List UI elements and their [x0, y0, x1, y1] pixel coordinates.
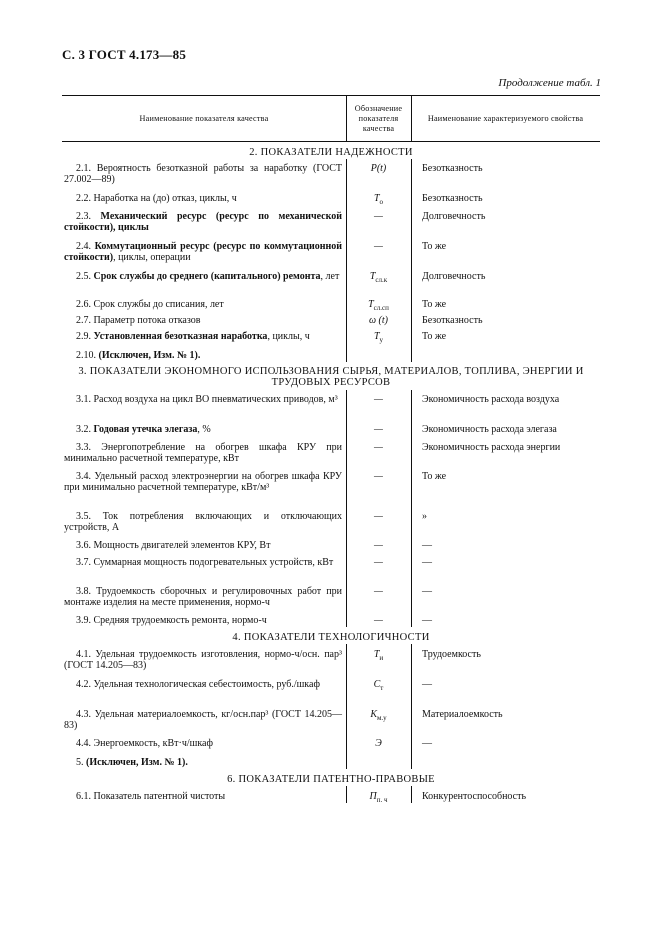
indicator-name: Энергоемкость, кВт·ч/шкаф	[93, 738, 213, 749]
indicator-number: 3.6.	[76, 540, 91, 551]
table-row	[62, 394, 600, 418]
property-cell: Конкурентоспособность	[422, 791, 527, 802]
column-divider	[346, 505, 347, 535]
indicator-name-bold: Установленная безотказная наработка	[93, 331, 268, 342]
symbol-text: —	[374, 211, 383, 222]
indicator-symbol	[346, 241, 411, 252]
indicator-name: , %	[197, 424, 211, 435]
column-divider	[411, 750, 412, 769]
property-cell: Трудоемкость	[422, 649, 481, 660]
table-row	[62, 757, 600, 769]
quality-indicators-table	[62, 95, 600, 803]
symbol-text: T	[369, 271, 376, 282]
property-cell: —	[422, 679, 432, 690]
symbol-text: —	[374, 586, 383, 597]
symbol-subscript: у	[379, 336, 384, 344]
column-divider	[411, 343, 412, 362]
column-divider	[411, 703, 412, 733]
indicator-name: Показатель патентной чистоты	[93, 791, 226, 802]
symbol-text: —	[374, 394, 383, 405]
property-cell: То же	[422, 471, 447, 482]
indicator-symbol	[346, 709, 411, 724]
indicator-name-bold: Механический ресурс (ресурс по механической стойкости), циклы	[64, 211, 343, 233]
column-divider	[411, 733, 412, 750]
symbol-text: K	[370, 709, 377, 720]
column-divider	[346, 535, 347, 552]
table-row	[62, 586, 600, 610]
table-row	[62, 557, 600, 581]
section-heading: 2. ПОКАЗАТЕЛИ НАДЕЖНОСТИ	[249, 147, 413, 158]
indicator-name: , циклы, ч	[267, 331, 310, 342]
column-divider	[346, 265, 347, 295]
column-divider	[411, 159, 412, 187]
indicator-name-cell	[62, 442, 346, 464]
indicator-number: 3.4.	[76, 471, 91, 482]
column-divider	[346, 96, 347, 141]
indicator-name: Удельный расход электроэнергии на обогрев шкафа КРУ при минимально расчетной температуре, кВт/м³	[64, 471, 343, 493]
indicator-name-cell	[62, 331, 346, 342]
indicator-name-cell	[62, 241, 346, 263]
indicator-number: 2.6.	[76, 299, 91, 310]
column-divider	[411, 265, 412, 295]
column-divider	[346, 581, 347, 610]
table-row	[62, 540, 600, 552]
indicator-name-cell	[62, 350, 346, 361]
property-cell: Экономичность расхода воздуха	[422, 394, 560, 405]
indicator-name-bold: Коммутационный ресурс (ресурс по коммутационной стойкости)	[64, 241, 342, 263]
indicator-name-cell	[62, 315, 346, 326]
table-row	[62, 271, 600, 295]
indicator-number: 4.4.	[76, 738, 91, 749]
symbol-subscript: и	[379, 654, 384, 662]
indicator-number: 3.5.	[76, 511, 91, 522]
symbol-text: —	[374, 615, 383, 626]
indicator-symbol	[346, 193, 411, 208]
property-cell: То же	[422, 331, 447, 342]
indicator-symbol	[346, 315, 411, 326]
table-row	[62, 315, 600, 327]
indicator-number: 4.1.	[76, 649, 91, 660]
indicator-number: 2.4.	[76, 241, 91, 252]
indicator-name: , лет	[320, 271, 340, 282]
column-divider	[411, 235, 412, 265]
indicator-name-bold: (Исключен, Изм. № 1).	[86, 757, 188, 768]
table-row	[62, 791, 600, 803]
column-header-symbol: Обозначение показателя качества	[354, 103, 403, 133]
indicator-name-cell	[62, 271, 346, 282]
column-divider	[411, 205, 412, 235]
indicator-name-cell	[62, 709, 346, 731]
symbol-text: —	[374, 471, 383, 482]
column-divider	[411, 610, 412, 627]
property-cell: —	[422, 557, 432, 568]
symbol-text: T	[373, 649, 380, 660]
column-divider	[411, 673, 412, 703]
indicator-symbol	[346, 394, 411, 405]
indicator-number: 2.2.	[76, 193, 91, 204]
indicator-symbol	[346, 679, 411, 694]
indicator-number: 3.7.	[76, 557, 91, 568]
indicator-name-cell	[62, 394, 346, 405]
column-divider	[411, 436, 412, 466]
indicator-name: Параметр потока отказов	[93, 315, 201, 326]
column-divider	[411, 466, 412, 505]
property-cell: Экономичность расхода энергии	[422, 442, 561, 453]
column-divider	[346, 327, 347, 343]
indicator-name-cell	[62, 757, 346, 768]
indicator-name: Трудоемкость сборочных и регулировочных работ при монтаже изделия на месте применения, нормо-ч	[64, 586, 342, 608]
indicator-name-cell	[62, 649, 346, 671]
symbol-text: P(t)	[370, 163, 387, 174]
indicator-number: 4.3.	[76, 709, 91, 720]
indicator-number: 5.	[76, 757, 84, 768]
column-divider	[346, 610, 347, 627]
column-divider	[346, 418, 347, 436]
column-divider	[346, 786, 347, 803]
property-cell: —	[422, 586, 432, 597]
indicator-name: , циклы, операции	[113, 252, 191, 263]
column-divider	[346, 750, 347, 769]
column-divider	[346, 552, 347, 581]
indicator-name: Суммарная мощность подогревательных устройств, кВт	[93, 557, 334, 568]
table-body	[62, 147, 600, 803]
indicator-name-cell	[62, 615, 346, 626]
column-divider	[411, 327, 412, 343]
symbol-subscript: сл.сп	[373, 304, 389, 312]
column-divider	[346, 733, 347, 750]
indicator-name-cell	[62, 540, 346, 551]
indicator-name-cell	[62, 738, 346, 749]
indicator-name: Ток потребления включающих и отключающих устройств, А	[64, 511, 342, 533]
table-row	[62, 299, 600, 311]
symbol-text: —	[374, 241, 383, 252]
indicator-symbol	[346, 163, 411, 174]
symbol-text: —	[374, 511, 383, 522]
symbol-text: T	[373, 331, 380, 342]
column-divider	[346, 436, 347, 466]
indicator-name: Вероятность безотказной работы за наработку (ГОСТ 27.002—89)	[64, 163, 342, 185]
indicator-symbol	[346, 586, 411, 597]
table-row	[62, 649, 600, 673]
table-row	[62, 163, 600, 187]
property-cell: То же	[422, 241, 447, 252]
indicator-number: 6.1.	[76, 791, 91, 802]
indicator-symbol	[346, 271, 411, 286]
column-divider	[346, 466, 347, 505]
symbol-text: ω (t)	[369, 315, 388, 326]
indicator-number: 2.3.	[76, 211, 91, 222]
indicator-number: 2.7.	[76, 315, 91, 326]
indicator-symbol	[346, 557, 411, 568]
indicator-name: Удельная материалоемкость, кг/осн.пар³ (ГОСТ 14.205—83)	[64, 709, 343, 731]
column-divider	[346, 187, 347, 205]
symbol-text: Э	[375, 738, 382, 749]
column-divider	[346, 295, 347, 311]
column-divider	[411, 505, 412, 535]
property-cell: »	[422, 511, 427, 522]
symbol-text: —	[374, 557, 383, 568]
table-row	[62, 350, 600, 362]
symbol-text: —	[374, 424, 383, 435]
column-divider	[346, 205, 347, 235]
indicator-name-cell	[62, 211, 346, 233]
indicator-symbol	[346, 299, 411, 314]
column-divider	[346, 703, 347, 733]
symbol-text: T	[373, 193, 380, 204]
symbol-text: П	[369, 791, 377, 802]
indicator-name-cell	[62, 511, 346, 533]
section-heading: 4. ПОКАЗАТЕЛИ ТЕХНОЛОГИЧНОСТИ	[232, 632, 430, 643]
property-cell: Безотказность	[422, 315, 483, 326]
table-row	[62, 211, 600, 235]
column-divider	[411, 418, 412, 436]
indicator-name-bold: (Исключен, Изм. № 1).	[98, 350, 201, 361]
column-divider	[346, 235, 347, 265]
table-row	[62, 615, 600, 627]
indicator-symbol	[346, 511, 411, 522]
indicator-name-cell	[62, 299, 346, 310]
indicator-number: 3.8.	[76, 586, 91, 597]
property-cell: Долговечность	[422, 271, 486, 282]
indicator-symbol	[346, 540, 411, 551]
property-cell: —	[422, 738, 432, 749]
page-reference: С. 3 ГОСТ 4.173—85	[62, 47, 187, 62]
column-divider	[346, 673, 347, 703]
indicator-name: Расход воздуха на цикл ВО пневматических приводов, м³	[93, 394, 338, 405]
table-row	[62, 241, 600, 265]
indicator-name: Мощность двигателей элементов КРУ, Вт	[93, 540, 271, 551]
indicator-name: Срок службы до списания, лет	[93, 299, 224, 310]
indicator-symbol	[346, 331, 411, 346]
column-header-property: Наименование характеризуемого свойства	[427, 113, 584, 123]
table-row	[62, 193, 600, 205]
indicator-symbol	[346, 211, 411, 222]
indicator-number: 3.2.	[76, 424, 91, 435]
column-divider	[411, 535, 412, 552]
indicator-number: 2.5.	[76, 271, 91, 282]
indicator-name-cell	[62, 471, 346, 493]
indicator-name-cell	[62, 586, 346, 608]
indicator-name-cell	[62, 163, 346, 185]
indicator-symbol	[346, 738, 411, 749]
table-row	[62, 679, 600, 703]
section-heading: 6. ПОКАЗАТЕЛИ ПАТЕНТНО-ПРАВОВЫЕ	[227, 774, 435, 785]
table-header	[62, 96, 600, 142]
indicator-name: Удельная технологическая себестоимость, руб./шкаф	[93, 679, 320, 690]
table-continuation-note: Продолжение табл. 1	[498, 77, 601, 89]
symbol-subscript: сл.к	[375, 276, 388, 284]
table-row	[62, 424, 600, 436]
table-row	[62, 738, 600, 750]
symbol-subscript: т	[380, 684, 384, 692]
indicator-symbol	[346, 649, 411, 664]
column-divider	[411, 581, 412, 610]
symbol-text: T	[368, 299, 374, 310]
indicator-number: 3.3.	[76, 442, 91, 453]
column-divider	[411, 552, 412, 581]
column-divider	[411, 390, 412, 418]
column-divider	[346, 159, 347, 187]
indicator-name: Средняя трудоемкость ремонта, нормо-ч	[93, 615, 267, 626]
column-header-indicator-name: Наименование показателя качества	[139, 113, 269, 123]
indicator-name-bold: Годовая утечка элегаза	[93, 424, 198, 435]
indicator-name-bold: Срок службы до среднего (капитального) ремонта	[93, 271, 321, 282]
indicator-number: 2.1.	[76, 163, 91, 174]
symbol-text: C	[373, 679, 381, 690]
column-divider	[346, 343, 347, 362]
indicator-name-cell	[62, 193, 346, 204]
section-heading: 3. ПОКАЗАТЕЛИ ЭКОНОМНОГО ИСПОЛЬЗОВАНИЯ СЫРЬЯ, МАТЕРИАЛОВ, ТОПЛИВА, ЭНЕРГИИ И ТРУДОВЫХ РЕСУРСОВ	[78, 366, 584, 388]
indicator-number: 2.9.	[76, 331, 91, 342]
indicator-name: Удельная трудоемкость изготовления, нормо-ч/осн. пар³ (ГОСТ 14.205—83)	[64, 649, 342, 671]
indicator-name-cell	[62, 557, 346, 568]
column-divider	[346, 390, 347, 418]
table-row	[62, 709, 600, 733]
table-row	[62, 442, 600, 466]
indicator-number: 2.10.	[76, 350, 96, 361]
property-cell: Безотказность	[422, 163, 483, 174]
column-divider	[346, 311, 347, 327]
property-cell: То же	[422, 299, 447, 310]
indicator-symbol	[346, 471, 411, 482]
property-cell: Безотказность	[422, 193, 483, 204]
property-cell: Экономичность расхода элегаза	[422, 424, 557, 435]
indicator-symbol	[346, 442, 411, 453]
table-row	[62, 511, 600, 535]
column-divider	[411, 96, 412, 141]
indicator-name: Наработка на (до) отказ, циклы, ч	[93, 193, 237, 204]
indicator-name: Энергопотребление на обогрев шкафа КРУ при минимально расчетной температуре, кВт	[64, 442, 343, 464]
symbol-subscript: п. ч	[376, 796, 388, 804]
property-cell: —	[422, 615, 432, 626]
indicator-number: 4.2.	[76, 679, 91, 690]
property-cell: Материалоемкость	[422, 709, 503, 720]
indicator-number: 3.1.	[76, 394, 91, 405]
property-cell: —	[422, 540, 432, 551]
indicator-symbol	[346, 424, 411, 435]
table-row	[62, 471, 600, 505]
column-divider	[411, 295, 412, 311]
indicator-symbol	[346, 791, 411, 806]
column-divider	[411, 187, 412, 205]
indicator-name-cell	[62, 679, 346, 690]
column-divider	[411, 644, 412, 673]
column-divider	[346, 644, 347, 673]
indicator-number: 3.9.	[76, 615, 91, 626]
symbol-text: —	[374, 442, 383, 453]
symbol-text: —	[374, 540, 383, 551]
symbol-subscript: м.у	[376, 714, 387, 722]
indicator-name-cell	[62, 791, 346, 802]
column-divider	[411, 786, 412, 803]
property-cell: Долговечность	[422, 211, 486, 222]
column-divider	[411, 311, 412, 327]
symbol-subscript: о	[379, 198, 384, 206]
table-row	[62, 331, 600, 343]
indicator-name-cell	[62, 424, 346, 435]
indicator-symbol	[346, 615, 411, 626]
